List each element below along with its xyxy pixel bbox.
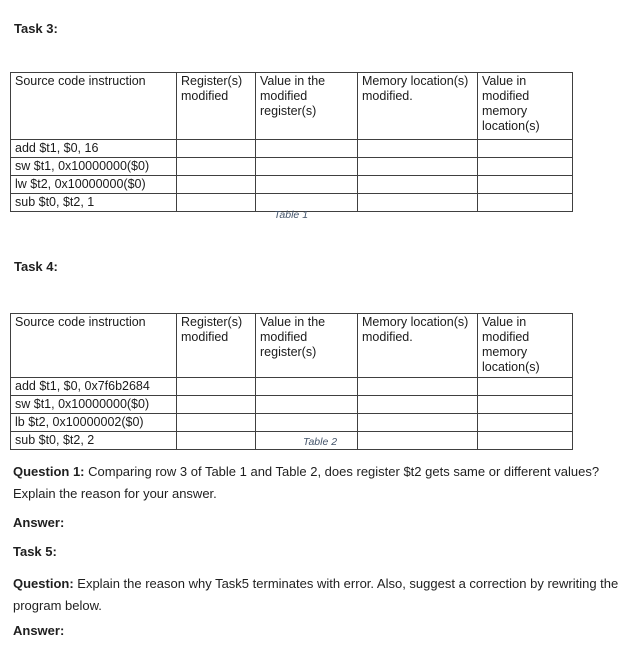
- task5-heading: Task 5:: [13, 544, 57, 559]
- empty-cell: [478, 158, 573, 176]
- empty-cell: [478, 414, 573, 432]
- empty-cell: [256, 396, 358, 414]
- instruction-cell: add $t1, $0, 16: [11, 140, 177, 158]
- table2-caption: Table 2: [303, 436, 338, 448]
- table-row: [11, 176, 573, 194]
- instruction-cell: add $t1, $0, 0x7f6b2684: [11, 378, 177, 396]
- task4-heading: Task 4:: [14, 259, 58, 274]
- empty-cell: [177, 378, 256, 396]
- task3-heading: Task 3:: [14, 21, 58, 36]
- empty-cell: [358, 396, 478, 414]
- instruction-cell: sub $t0, $t2, 2: [11, 432, 177, 450]
- table-header-row: [11, 73, 573, 140]
- table-row: [11, 140, 573, 158]
- task5-question-paragraph: [13, 573, 625, 617]
- table1-caption-row: [10, 205, 572, 223]
- instruction-cell: sw $t1, 0x10000000($0): [11, 158, 177, 176]
- instruction-cell: lb $t2, 0x10000002($0): [11, 414, 177, 432]
- empty-cell: [358, 140, 478, 158]
- empty-cell: [177, 176, 256, 194]
- empty-cell: [177, 432, 256, 450]
- answer2-label: Answer:: [13, 623, 65, 638]
- empty-cell: [177, 158, 256, 176]
- instruction-cell: sw $t1, 0x10000000($0): [11, 396, 177, 414]
- empty-cell: [256, 414, 358, 432]
- col-header-value-memory: Value in modified memory location(s): [478, 73, 573, 140]
- col-header-source-code: Source code instruction: [11, 73, 177, 140]
- table-row: [11, 414, 573, 432]
- answer1-label: Answer:: [13, 515, 65, 530]
- col-header-memory-modified: Memory location(s) modified.: [358, 314, 478, 378]
- instruction-cell: sub $t0, $t2, 1: [11, 194, 177, 212]
- question1-text: Comparing row 3 of Table 1 and Table 2, does register $t2 gets same or different values? Explain the reason for your answer.: [13, 464, 600, 501]
- empty-cell: [177, 140, 256, 158]
- empty-cell: [256, 140, 358, 158]
- col-header-memory-modified: Memory location(s) modified.: [358, 73, 478, 140]
- col-header-source-code: Source code instruction: [11, 314, 177, 378]
- col-header-value-register: Value in the modified register(s): [256, 73, 358, 140]
- empty-cell: [358, 414, 478, 432]
- empty-cell: [478, 176, 573, 194]
- table2-caption-clipped: [303, 436, 363, 450]
- col-header-value-memory: Value in modified memory location(s): [478, 314, 573, 378]
- question1-paragraph: [13, 461, 625, 505]
- table-row: [11, 158, 573, 176]
- col-header-registers-modified: Register(s) modified: [177, 314, 256, 378]
- table-header-row: [11, 314, 573, 378]
- empty-cell: [478, 396, 573, 414]
- table1-caption: Table 1: [273, 209, 309, 221]
- instruction-cell: lw $t2, 0x10000000($0): [11, 176, 177, 194]
- empty-cell: [478, 378, 573, 396]
- col-header-value-register: Value in the modified register(s): [256, 314, 358, 378]
- empty-cell: [177, 396, 256, 414]
- table-row: [11, 378, 573, 396]
- empty-cell: [177, 414, 256, 432]
- empty-cell: [256, 176, 358, 194]
- table-row: [11, 396, 573, 414]
- empty-cell: [478, 432, 573, 450]
- empty-cell: [358, 378, 478, 396]
- task5-question-text: Explain the reason why Task5 terminates with error. Also, suggest a correction by rewriting the program below.: [13, 576, 619, 613]
- question1-label: Question 1:: [13, 464, 85, 479]
- task5-question-label: Question:: [13, 576, 74, 591]
- empty-cell: [358, 176, 478, 194]
- empty-cell: [358, 432, 478, 450]
- task3-table: [10, 72, 573, 212]
- table-row: [11, 432, 573, 450]
- empty-cell: [256, 378, 358, 396]
- empty-cell: [478, 140, 573, 158]
- empty-cell: [358, 158, 478, 176]
- task4-table: [10, 313, 573, 450]
- col-header-registers-modified: Register(s) modified: [177, 73, 256, 140]
- empty-cell: [256, 158, 358, 176]
